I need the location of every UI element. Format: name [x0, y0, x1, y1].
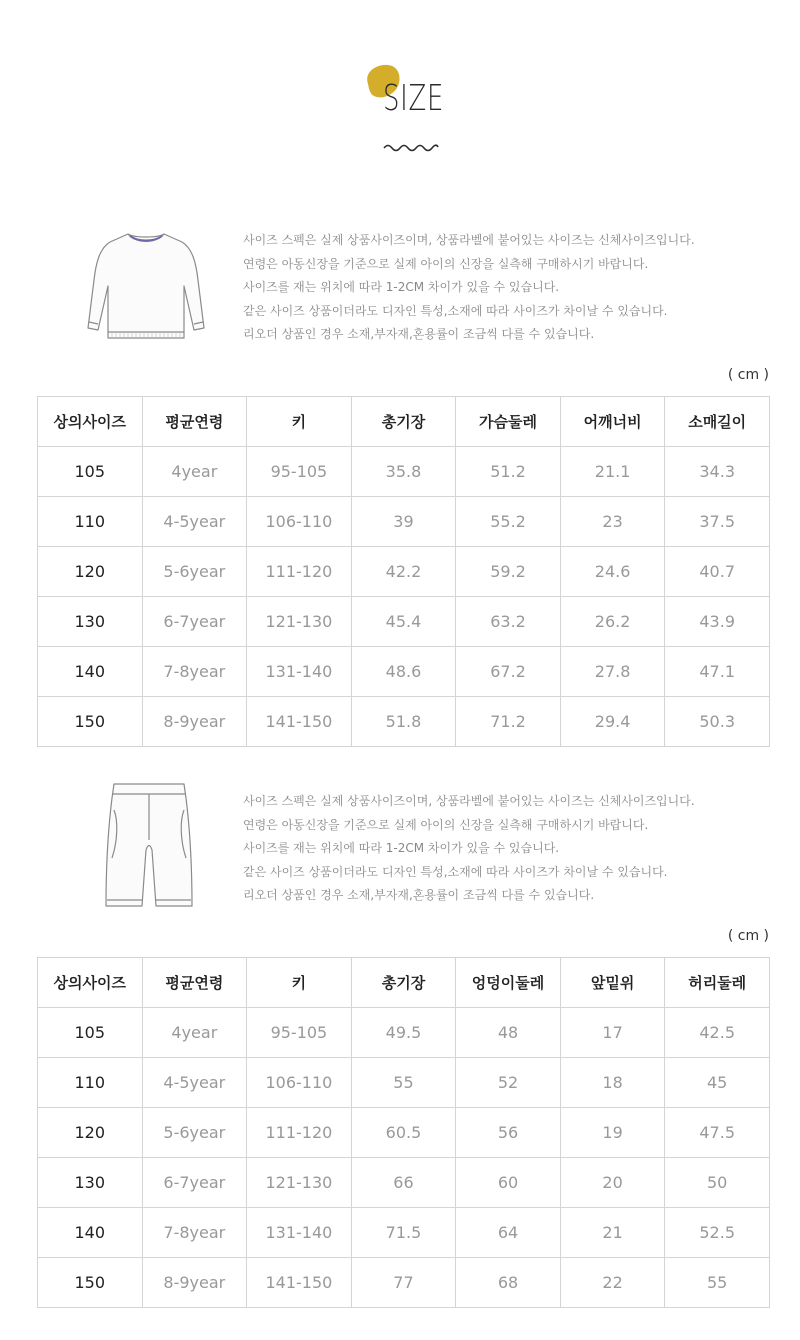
- table-cell: 21.1: [560, 447, 665, 497]
- size-notes: [243, 790, 763, 908]
- table-cell: 150: [38, 1258, 143, 1308]
- table-cell: 6-7year: [142, 1158, 247, 1208]
- table-cell: 48.6: [351, 647, 456, 697]
- table-cell: 64: [456, 1208, 561, 1258]
- table-cell: 51.8: [351, 697, 456, 747]
- table-row: [38, 547, 770, 597]
- table-cell: 50.3: [665, 697, 770, 747]
- table-cell: 95-105: [247, 1008, 352, 1058]
- note-line: 사이즈 스펙은 실제 상품사이즈이며, 상품라벨에 붙어있는 사이즈는 신체사이즈입니다.: [243, 233, 695, 247]
- table-cell: 121-130: [247, 1158, 352, 1208]
- table-cell: 47.1: [665, 647, 770, 697]
- column-header: 총기장: [351, 397, 456, 447]
- table-cell: 105: [38, 447, 143, 497]
- table-cell: 60: [456, 1158, 561, 1208]
- sweatshirt-icon: [84, 228, 208, 346]
- top-size-table: [37, 396, 770, 747]
- table-cell: 130: [38, 1158, 143, 1208]
- column-header: 어깨너비: [560, 397, 665, 447]
- note-line: 사이즈를 재는 위치에 따라 1-2CM 차이가 있을 수 있습니다.: [243, 280, 560, 294]
- table-cell: 42.2: [351, 547, 456, 597]
- table-cell: 52: [456, 1058, 561, 1108]
- table-cell: 37.5: [665, 497, 770, 547]
- table-row: [38, 647, 770, 697]
- table-cell: 77: [351, 1258, 456, 1308]
- wave-divider-icon: [383, 142, 439, 152]
- table-cell: 106-110: [247, 497, 352, 547]
- table-cell: 66: [351, 1158, 456, 1208]
- table-cell: 131-140: [247, 647, 352, 697]
- table-cell: 131-140: [247, 1208, 352, 1258]
- table-row: [38, 1008, 770, 1058]
- column-header: 키: [247, 958, 352, 1008]
- size-notes: [243, 229, 763, 347]
- table-cell: 4year: [142, 1008, 247, 1058]
- table-row: [38, 447, 770, 497]
- table-cell: 35.8: [351, 447, 456, 497]
- bottom-size-table: [37, 957, 770, 1308]
- table-cell: 106-110: [247, 1058, 352, 1108]
- table-cell: 43.9: [665, 597, 770, 647]
- unit-label: ( cm ): [727, 928, 769, 944]
- table-cell: 121-130: [247, 597, 352, 647]
- table-row: [38, 1158, 770, 1208]
- table-cell: 20: [560, 1158, 665, 1208]
- table-cell: 59.2: [456, 547, 561, 597]
- table-cell: 27.8: [560, 647, 665, 697]
- table-cell: 22: [560, 1258, 665, 1308]
- table-cell: 29.4: [560, 697, 665, 747]
- table-cell: 39: [351, 497, 456, 547]
- table-row: [38, 1058, 770, 1108]
- table-cell: 21: [560, 1208, 665, 1258]
- table-cell: 4-5year: [142, 497, 247, 547]
- table-cell: 19: [560, 1108, 665, 1158]
- note-line: 연령은 아동신장을 기준으로 실제 아이의 신장을 실측해 구매하시기 바랍니다.: [243, 256, 649, 271]
- table-cell: 71.2: [456, 697, 561, 747]
- table-cell: 45.4: [351, 597, 456, 647]
- table-cell: 141-150: [247, 697, 352, 747]
- note-line: 리오더 상품인 경우 소재,부자재,혼용률이 조금씩 다를 수 있습니다.: [243, 327, 595, 341]
- table-cell: 140: [38, 1208, 143, 1258]
- table-cell: 111-120: [247, 1108, 352, 1158]
- table-cell: 111-120: [247, 547, 352, 597]
- note-line: 리오더 상품인 경우 소재,부자재,혼용률이 조금씩 다를 수 있습니다.: [243, 888, 595, 902]
- note-line: 같은 사이즈 상품이더라도 디자인 특성,소재에 따라 사이즈가 차이날 수 있습니다.: [243, 864, 668, 879]
- table-cell: 34.3: [665, 447, 770, 497]
- table-cell: 24.6: [560, 547, 665, 597]
- column-header: 평균연령: [142, 958, 247, 1008]
- table-cell: 17: [560, 1008, 665, 1058]
- table-row: [38, 1258, 770, 1308]
- unit-label: ( cm ): [727, 367, 769, 383]
- note-line: 연령은 아동신장을 기준으로 실제 아이의 신장을 실측해 구매하시기 바랍니다.: [243, 817, 649, 832]
- note-line: 같은 사이즈 상품이더라도 디자인 특성,소재에 따라 사이즈가 차이날 수 있습니다.: [243, 303, 668, 318]
- table-cell: 4year: [142, 447, 247, 497]
- table-cell: 120: [38, 547, 143, 597]
- table-cell: 130: [38, 597, 143, 647]
- column-header: 키: [247, 397, 352, 447]
- table-cell: 110: [38, 1058, 143, 1108]
- column-header: 엉덩이둘레: [456, 958, 561, 1008]
- note-line: 사이즈 스펙은 실제 상품사이즈이며, 상품라벨에 붙어있는 사이즈는 신체사이즈입니다.: [243, 794, 695, 808]
- table-cell: 68: [456, 1258, 561, 1308]
- table-cell: 71.5: [351, 1208, 456, 1258]
- column-header: 평균연령: [142, 397, 247, 447]
- table-cell: 67.2: [456, 647, 561, 697]
- table-cell: 42.5: [665, 1008, 770, 1058]
- table-header-row: [38, 958, 770, 1008]
- column-header: 소매길이: [665, 397, 770, 447]
- column-header: 앞밑위: [560, 958, 665, 1008]
- table-row: [38, 1208, 770, 1258]
- table-cell: 52.5: [665, 1208, 770, 1258]
- table-cell: 40.7: [665, 547, 770, 597]
- table-cell: 18: [560, 1058, 665, 1108]
- table-cell: 8-9year: [142, 1258, 247, 1308]
- column-header: 상의사이즈: [38, 397, 143, 447]
- table-cell: 45: [665, 1058, 770, 1108]
- column-header: 허리둘레: [665, 958, 770, 1008]
- table-cell: 7-8year: [142, 647, 247, 697]
- table-row: [38, 1108, 770, 1158]
- table-cell: 110: [38, 497, 143, 547]
- table-cell: 23: [560, 497, 665, 547]
- note-line: 사이즈를 재는 위치에 따라 1-2CM 차이가 있을 수 있습니다.: [243, 841, 560, 855]
- column-header: 총기장: [351, 958, 456, 1008]
- table-cell: 8-9year: [142, 697, 247, 747]
- table-cell: 63.2: [456, 597, 561, 647]
- table-cell: 55: [351, 1058, 456, 1108]
- table-cell: 6-7year: [142, 597, 247, 647]
- table-cell: 5-6year: [142, 1108, 247, 1158]
- table-cell: 7-8year: [142, 1208, 247, 1258]
- table-cell: 95-105: [247, 447, 352, 497]
- table-row: [38, 597, 770, 647]
- table-cell: 120: [38, 1108, 143, 1158]
- size-header: [0, 0, 800, 170]
- table-cell: 48: [456, 1008, 561, 1058]
- table-row: [38, 697, 770, 747]
- table-cell: 141-150: [247, 1258, 352, 1308]
- table-row: [38, 497, 770, 547]
- table-cell: 47.5: [665, 1108, 770, 1158]
- column-header: 상의사이즈: [38, 958, 143, 1008]
- table-cell: 150: [38, 697, 143, 747]
- table-cell: 50: [665, 1158, 770, 1208]
- table-cell: 4-5year: [142, 1058, 247, 1108]
- table-cell: 140: [38, 647, 143, 697]
- table-cell: 49.5: [351, 1008, 456, 1058]
- table-cell: 60.5: [351, 1108, 456, 1158]
- table-cell: 56: [456, 1108, 561, 1158]
- table-header-row: [38, 397, 770, 447]
- shorts-icon: [104, 780, 194, 912]
- size-title: SIZE: [383, 78, 445, 119]
- column-header: 가슴둘레: [456, 397, 561, 447]
- table-cell: 5-6year: [142, 547, 247, 597]
- table-cell: 55: [665, 1258, 770, 1308]
- table-cell: 55.2: [456, 497, 561, 547]
- table-cell: 51.2: [456, 447, 561, 497]
- table-cell: 105: [38, 1008, 143, 1058]
- table-cell: 26.2: [560, 597, 665, 647]
